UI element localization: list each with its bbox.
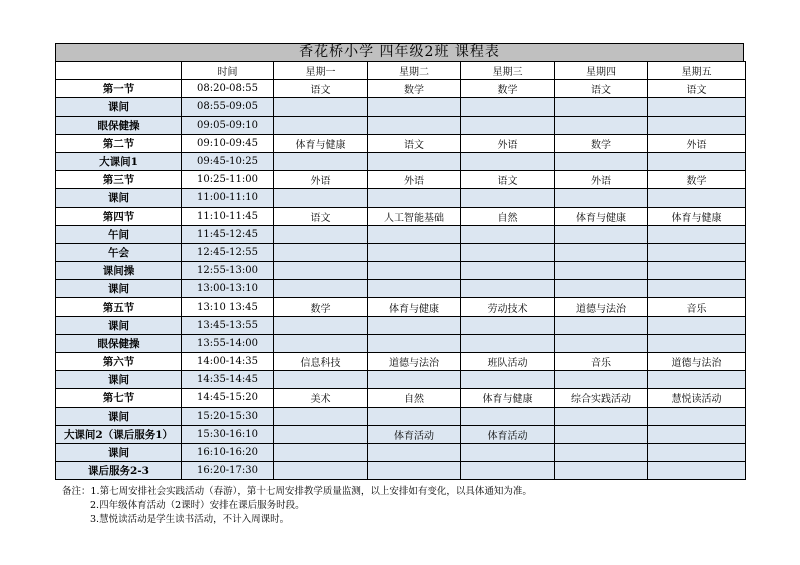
friday-cell [648,443,746,461]
time-cell: 13:00-13:10 [182,280,274,298]
period-cell: 课间 [56,407,182,425]
wednesday-cell [461,225,555,243]
period-cell: 课间 [56,189,182,207]
thursday-cell [555,152,648,170]
header-cell-friday: 星期五 [648,62,746,80]
monday-cell [274,280,368,298]
period-cell: 第六节 [56,353,182,371]
thursday-cell [555,225,648,243]
time-cell: 09:10-09:45 [182,134,274,152]
table-row [56,316,746,334]
table-row [56,425,746,443]
header-cell-thursday: 星期四 [555,62,648,80]
wednesday-cell [461,334,555,352]
thursday-cell [555,334,648,352]
header-row [56,62,746,80]
friday-cell [648,262,746,280]
wednesday-cell: 班队活动 [461,353,555,371]
tuesday-cell [368,462,461,480]
table-row [56,371,746,389]
thursday-cell [555,316,648,334]
time-cell: 16:10-16:20 [182,443,274,461]
thursday-cell [555,262,648,280]
wednesday-cell [461,152,555,170]
wednesday-cell: 体育活动 [461,425,555,443]
time-cell: 12:55-13:00 [182,262,274,280]
period-cell: 第一节 [56,80,182,98]
thursday-cell: 语文 [555,80,648,98]
friday-cell [648,371,746,389]
friday-cell [648,152,746,170]
period-cell: 第七节 [56,389,182,407]
friday-cell [648,462,746,480]
time-cell: 14:45-15:20 [182,389,274,407]
time-cell: 14:35-14:45 [182,371,274,389]
thursday-cell [555,116,648,134]
table-row [56,407,746,425]
thursday-cell [555,462,648,480]
notes [62,485,532,527]
header-cell-wednesday: 星期三 [461,62,555,80]
time-cell: 08:55-09:05 [182,98,274,116]
time-cell: 13:55-14:00 [182,334,274,352]
monday-cell [274,316,368,334]
header-cell-monday: 星期一 [274,62,368,80]
friday-cell [648,243,746,261]
timetable-title: 香花桥小学 四年级2班 课程表 [55,43,744,61]
wednesday-cell [461,98,555,116]
wednesday-cell [461,407,555,425]
thursday-cell: 道德与法治 [555,298,648,316]
monday-cell: 体育与健康 [274,134,368,152]
note-line-1: 备注：1.第七周安排社会实践活动（春游），第十七周安排教学质量监测，以上安排如有变化，以具体通知为准。 [62,486,532,497]
monday-cell [274,116,368,134]
table-row [56,462,746,480]
time-cell: 11:10-11:45 [182,207,274,225]
friday-cell: 数学 [648,171,746,189]
monday-cell [274,407,368,425]
tuesday-cell: 数学 [368,80,461,98]
table-row [56,207,746,225]
friday-cell [648,189,746,207]
tuesday-cell [368,189,461,207]
time-cell: 14:00-14:35 [182,353,274,371]
period-cell: 第二节 [56,134,182,152]
time-cell: 13:10 13:45 [182,298,274,316]
friday-cell [648,425,746,443]
period-cell: 课间 [56,98,182,116]
thursday-cell [555,443,648,461]
timetable-body [56,62,746,480]
friday-cell [648,116,746,134]
period-cell: 大课间2（课后服务1） [56,425,182,443]
wednesday-cell [461,371,555,389]
period-cell: 课间 [56,443,182,461]
monday-cell [274,98,368,116]
period-cell: 第五节 [56,298,182,316]
tuesday-cell [368,371,461,389]
tuesday-cell [368,152,461,170]
tuesday-cell: 体育活动 [368,425,461,443]
monday-cell [274,443,368,461]
monday-cell: 外语 [274,171,368,189]
monday-cell [274,189,368,207]
time-cell: 12:45-12:55 [182,243,274,261]
wednesday-cell [461,443,555,461]
time-cell: 10:25-11:00 [182,171,274,189]
table-row [56,134,746,152]
friday-cell: 体育与健康 [648,207,746,225]
table-row [56,334,746,352]
friday-cell: 慧悦读活动 [648,389,746,407]
thursday-cell [555,280,648,298]
period-cell: 眼保健操 [56,334,182,352]
period-cell: 第三节 [56,171,182,189]
period-cell: 眼保健操 [56,116,182,134]
note-line-3: 3.慧悦读活动是学生读书活动，不计入周课时。 [90,514,290,525]
time-cell: 11:00-11:10 [182,189,274,207]
friday-cell: 道德与法治 [648,353,746,371]
header-cell-time: 时间 [182,62,274,80]
thursday-cell [555,425,648,443]
table-row [56,298,746,316]
wednesday-cell [461,462,555,480]
wednesday-cell: 外语 [461,134,555,152]
thursday-cell: 外语 [555,171,648,189]
monday-cell [274,334,368,352]
monday-cell [274,425,368,443]
friday-cell [648,334,746,352]
time-cell: 09:05-09:10 [182,116,274,134]
thursday-cell [555,371,648,389]
monday-cell [274,462,368,480]
wednesday-cell: 语文 [461,171,555,189]
table-row [56,389,746,407]
monday-cell: 美术 [274,389,368,407]
monday-cell: 数学 [274,298,368,316]
period-cell: 课后服务2-3 [56,462,182,480]
table-row [56,171,746,189]
tuesday-cell: 自然 [368,389,461,407]
monday-cell [274,371,368,389]
time-cell: 15:30-16:10 [182,425,274,443]
period-cell: 课间 [56,316,182,334]
table-row [56,443,746,461]
thursday-cell [555,243,648,261]
wednesday-cell: 自然 [461,207,555,225]
thursday-cell: 综合实践活动 [555,389,648,407]
tuesday-cell [368,316,461,334]
time-cell: 15:20-15:30 [182,407,274,425]
tuesday-cell [368,243,461,261]
table-row [56,152,746,170]
thursday-cell [555,407,648,425]
friday-cell [648,98,746,116]
friday-cell [648,316,746,334]
wednesday-cell: 劳动技术 [461,298,555,316]
wednesday-cell: 数学 [461,80,555,98]
tuesday-cell [368,443,461,461]
thursday-cell: 数学 [555,134,648,152]
thursday-cell: 音乐 [555,353,648,371]
monday-cell: 语文 [274,207,368,225]
friday-cell: 外语 [648,134,746,152]
wednesday-cell [461,189,555,207]
friday-cell [648,407,746,425]
period-cell: 午间 [56,225,182,243]
note-line-2: 2.四年级体育活动（2课时）安排在课后服务时段。 [90,500,305,511]
table-row [56,189,746,207]
friday-cell: 语文 [648,80,746,98]
wednesday-cell [461,316,555,334]
monday-cell [274,225,368,243]
wednesday-cell [461,116,555,134]
tuesday-cell: 体育与健康 [368,298,461,316]
thursday-cell: 体育与健康 [555,207,648,225]
monday-cell: 语文 [274,80,368,98]
wednesday-cell: 体育与健康 [461,389,555,407]
header-cell-tuesday: 星期二 [368,62,461,80]
wednesday-cell [461,243,555,261]
tuesday-cell [368,407,461,425]
tuesday-cell: 外语 [368,171,461,189]
monday-cell [274,152,368,170]
monday-cell: 信息科技 [274,353,368,371]
header-cell-blank [56,62,182,80]
thursday-cell [555,98,648,116]
table-row [56,353,746,371]
period-cell: 大课间1 [56,152,182,170]
tuesday-cell: 语文 [368,134,461,152]
time-cell: 13:45-13:55 [182,316,274,334]
tuesday-cell [368,334,461,352]
table-row [56,98,746,116]
timetable-sheet [55,43,744,480]
tuesday-cell [368,98,461,116]
table-row [56,80,746,98]
period-cell: 午会 [56,243,182,261]
time-cell: 09:45-10:25 [182,152,274,170]
table-row [56,262,746,280]
friday-cell: 音乐 [648,298,746,316]
wednesday-cell [461,280,555,298]
tuesday-cell [368,225,461,243]
table-row [56,280,746,298]
table-row [56,116,746,134]
tuesday-cell [368,262,461,280]
period-cell: 第四节 [56,207,182,225]
friday-cell [648,225,746,243]
period-cell: 课间 [56,280,182,298]
time-cell: 16:20-17:30 [182,462,274,480]
friday-cell [648,280,746,298]
time-cell: 08:20-08:55 [182,80,274,98]
table-row [56,225,746,243]
period-cell: 课间 [56,371,182,389]
tuesday-cell [368,116,461,134]
thursday-cell [555,189,648,207]
tuesday-cell: 道德与法治 [368,353,461,371]
time-cell: 11:45-12:45 [182,225,274,243]
monday-cell [274,243,368,261]
timetable [55,61,746,480]
tuesday-cell: 人工智能基础 [368,207,461,225]
tuesday-cell [368,280,461,298]
period-cell: 课间操 [56,262,182,280]
table-row [56,243,746,261]
wednesday-cell [461,262,555,280]
monday-cell [274,262,368,280]
